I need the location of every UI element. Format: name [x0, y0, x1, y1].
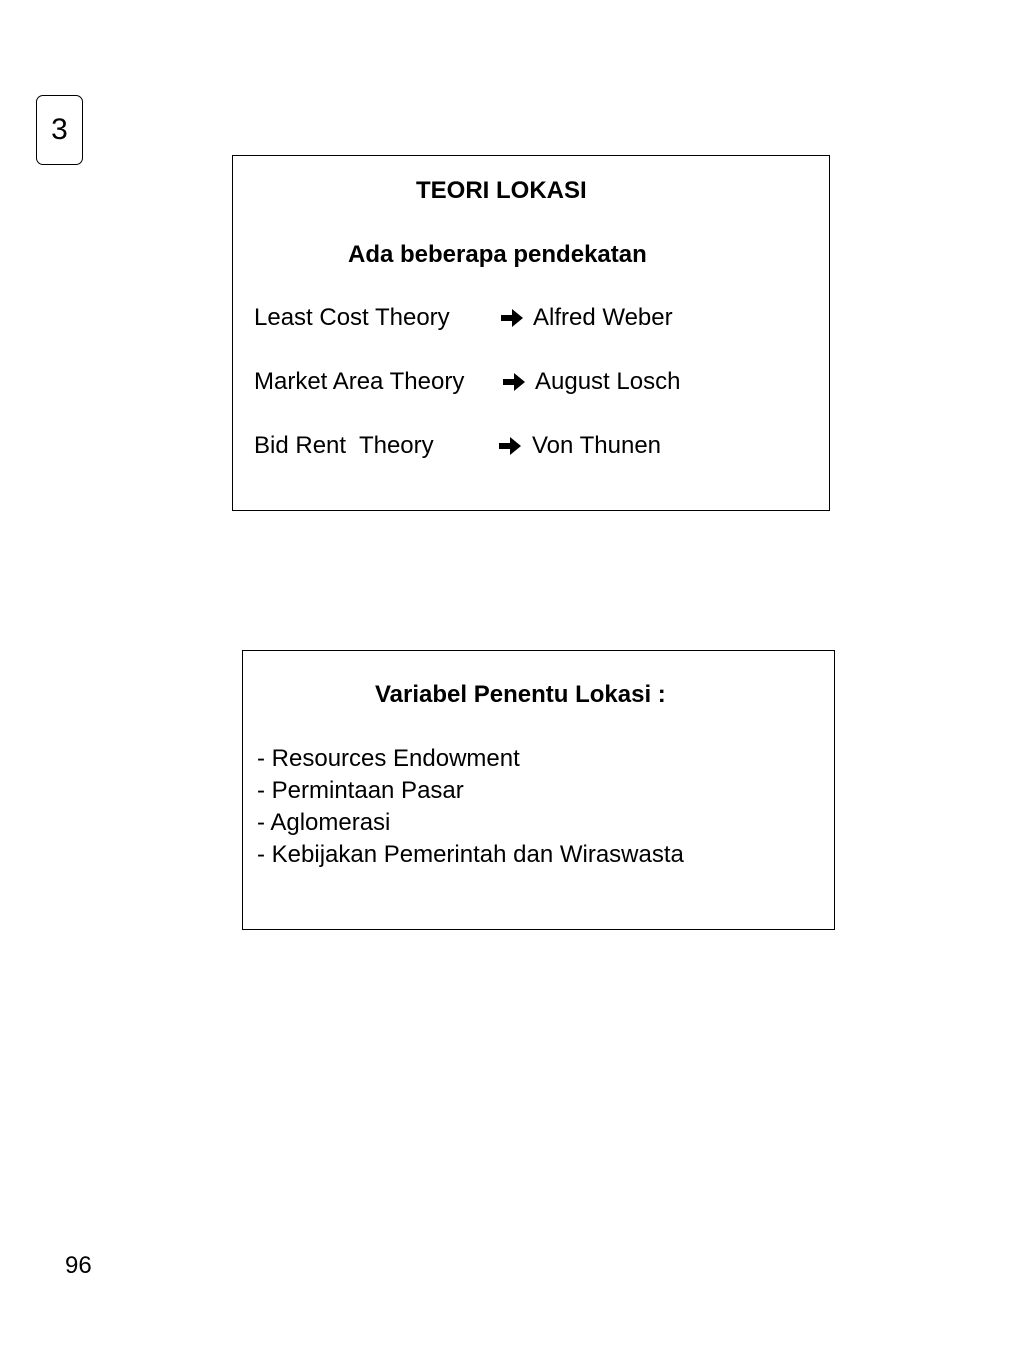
teori-title: TEORI LOKASI	[416, 177, 587, 204]
variabel-item: - Aglomerasi	[257, 809, 391, 836]
theory-row-bid-rent	[254, 432, 814, 462]
page-number: 96	[65, 1252, 92, 1279]
slide-number: 3	[51, 113, 68, 146]
right-arrow-icon	[499, 306, 525, 330]
variabel-title: Variabel Penentu Lokasi :	[375, 681, 666, 708]
theory-name: Market Area Theory	[254, 368, 465, 395]
theory-author: August Losch	[535, 368, 681, 395]
variabel-penentu-box	[242, 650, 835, 930]
theory-row-least-cost	[254, 304, 814, 334]
teori-lokasi-box	[232, 155, 830, 511]
theory-author: Alfred Weber	[533, 304, 673, 331]
slide-number-badge	[36, 95, 83, 165]
right-arrow-icon	[501, 370, 527, 394]
theory-name: Bid Rent Theory	[254, 432, 434, 459]
teori-subtitle: Ada beberapa pendekatan	[348, 241, 647, 268]
right-arrow-icon	[497, 434, 523, 458]
variabel-item: - Resources Endowment	[257, 745, 520, 772]
variabel-item: - Kebijakan Pemerintah dan Wiraswasta	[257, 841, 684, 868]
theory-name: Least Cost Theory	[254, 304, 450, 331]
theory-row-market-area	[254, 368, 814, 398]
variabel-item: - Permintaan Pasar	[257, 777, 464, 804]
theory-author: Von Thunen	[532, 432, 662, 459]
